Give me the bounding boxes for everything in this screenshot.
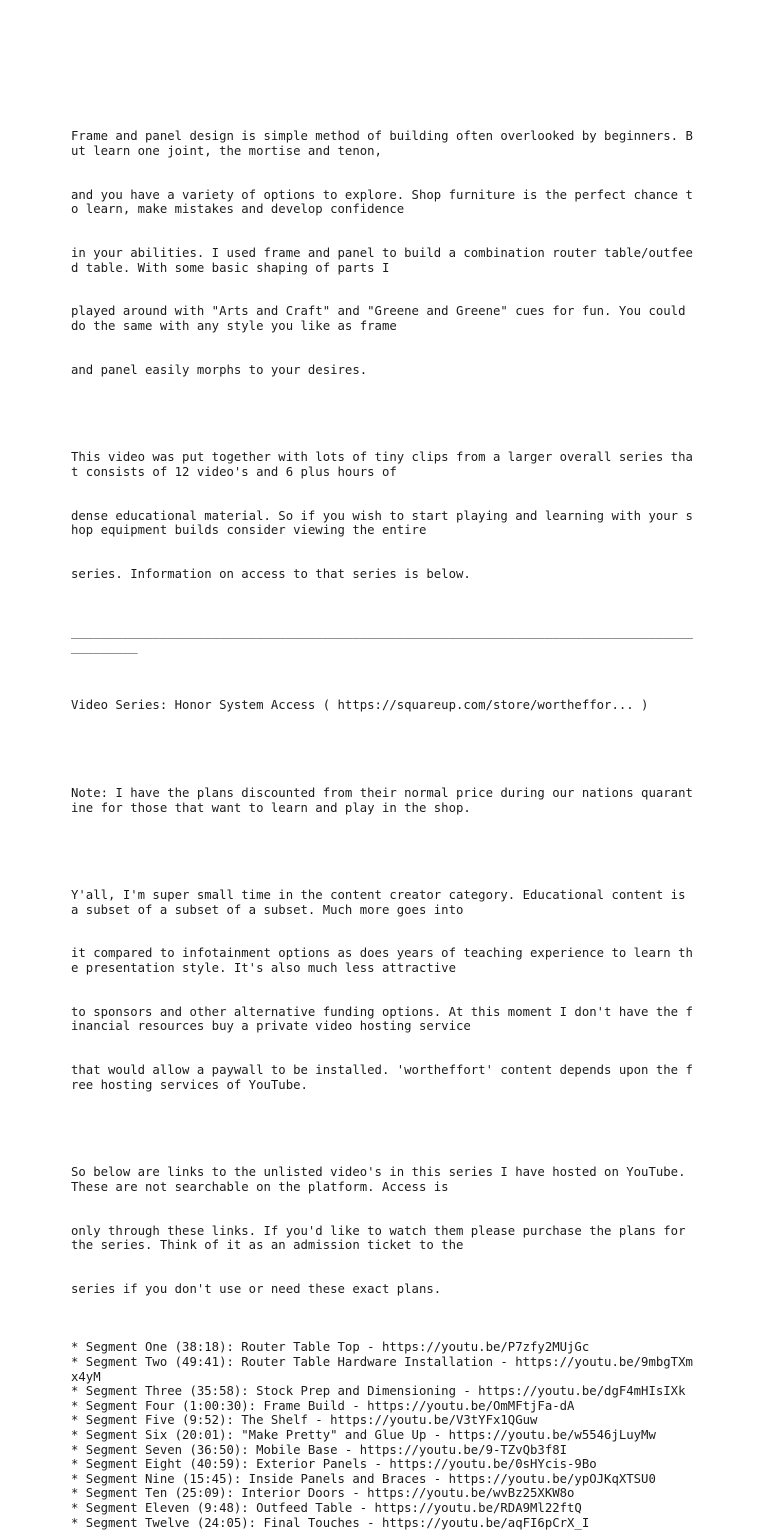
text-line: Note: I have the plans discounted from their normal price during our nations quarantine for those that want to learn and play in the shop. [71,785,693,815]
text-line: series. Information on access to that series is below. [71,567,471,581]
segment-item[interactable]: * Segment Seven (36:50): Mobile Base - https://youtu.be/9-TZvQb3f8I [71,1442,568,1457]
text-line: Frame and panel design is simple method of building often overlooked by beginners. But learn one joint, the mortise and tenon, [71,129,693,158]
note-paragraph [71,757,699,845]
segment-item[interactable]: * Segment Four (1:00:30): Frame Build - https://youtu.be/OmMFtjFa-dA [71,1398,575,1413]
segment-item[interactable]: * Segment Three (35:58): Stock Prep and Dimensioning - https://youtu.be/dgF4mHIsIXk [71,1384,686,1399]
segment-item[interactable]: * Segment Eight (40:59): Exterior Panels - https://youtu.be/0sHYcis-9Bo [71,1457,597,1472]
text-line: series if you don't use or need these exact plans. [71,1282,442,1297]
text-line: played around with "Arts and Craft" and "Greene and Greene" cues for fun. You could do the same with any style you like as frame [71,304,693,333]
text-line: only through these links. If you'd like to watch them please purchase the plans for the series. Think of it as an admission ticket to the [71,1223,693,1253]
segment-item[interactable]: * Segment One (38:18): Router Table Top - https://youtu.be/P7zfy2MUjGc [71,1340,590,1355]
divider-line: _____________________________________________________________________________________________ [71,625,693,654]
links-paragraph [71,1136,699,1326]
segment-item[interactable]: * Segment Twelve (24:05): Final Touches - https://youtu.be/aqFI6pCrX_I [71,1515,590,1530]
text-line: and you have a variety of options to explore. Shop furniture is the perfect chance to learn, make mistakes and develop confidence [71,187,693,217]
series-access-line[interactable] [71,669,699,742]
text-line: This video was put together with lots of tiny clips from a larger overall series that consists of 12 video's and 6 plus hours of [71,450,693,479]
video-paragraph [71,421,699,611]
text-line: it compared to infotainment options as does years of teaching experience to learn the presentation style. It's also much less attractive [71,946,693,976]
segment-item[interactable]: * Segment Eleven (9:48): Outfeed Table - https://youtu.be/RDA9Ml22ftQ [71,1501,582,1515]
segment-item[interactable]: * Segment Nine (15:45): Inside Panels and Braces - https://youtu.be/ypOJKqXTSU0 [71,1471,656,1486]
segment-item[interactable]: * Segment Six (20:01): "Make Pretty" and Glue Up - https://youtu.be/w5546jLuyMw [71,1428,656,1443]
text-line: Y'all, I'm super small time in the content creator category. Educational content is a subset of a subset of a subset. Much more goes into [71,888,693,917]
segment-list [71,1340,699,1530]
segment-item[interactable]: * Segment Five (9:52): The Shelf - https://youtu.be/V3tYFx1QGuw [71,1413,538,1428]
text-line: that would allow a paywall to be installed. 'wortheffort' content depends upon the free hosting services of YouTube. [71,1063,693,1092]
text-line: in your abilities. I used frame and panel to build a combination router table/outfeed table. With some basic shaping of parts I [71,245,693,275]
series-access-link[interactable]: Video Series: Honor System Access ( https://squareup.com/store/wortheffor... ) [71,698,649,713]
text-line: to sponsors and other alternative funding options. At this moment I don't have the financial resources buy a private video hosting service [71,1004,693,1034]
segment-item[interactable]: * Segment Ten (25:09): Interior Doors - https://youtu.be/wvBz25XKW8o [71,1486,575,1501]
segment-item[interactable]: * Segment Two (49:41): Router Table Hardware Installation - https://youtu.be/9mbgTXmx4yM [71,1355,693,1384]
text-line: dense educational material. So if you wish to start playing and learning with your shop equipment builds consider viewing the entire [71,508,693,538]
text-line: and panel easily morphs to your desires. [71,362,368,377]
text-line: So below are links to the unlisted video's in this series I have hosted on YouTube. These are not searchable on the platform. Access is [71,1165,693,1194]
intro-paragraph [71,100,699,406]
creator-paragraph [71,859,699,1122]
document-body [71,100,699,1530]
